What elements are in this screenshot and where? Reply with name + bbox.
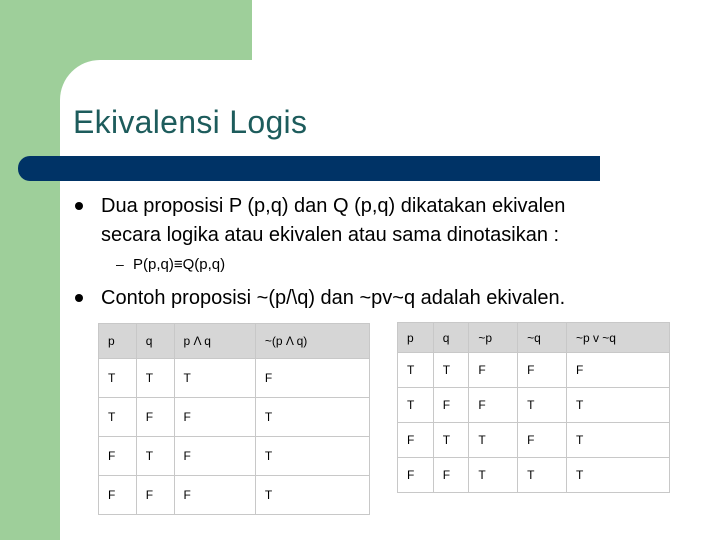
table-header-cell: p — [398, 323, 434, 353]
bullet-2-line-1: Contoh proposisi ~(p/\q) dan ~pv~q adalah ekivalen. — [101, 287, 566, 309]
table-cell: T — [255, 437, 369, 476]
table-header-cell: p — [99, 324, 137, 359]
truth-table-left — [98, 323, 370, 515]
table-row — [99, 398, 370, 437]
truth-table-right — [397, 322, 670, 493]
table-header-row — [99, 324, 370, 359]
table-cell: T — [433, 353, 469, 388]
slide-title: Ekivalensi Logis — [73, 104, 308, 140]
bullet-dot-1 — [75, 202, 83, 210]
table-cell: T — [398, 388, 434, 423]
table-cell: F — [174, 398, 255, 437]
table-cell: F — [99, 437, 137, 476]
table-cell: T — [136, 437, 174, 476]
table-row — [398, 423, 670, 458]
table-header-cell: ~p — [469, 323, 518, 353]
table-cell: F — [433, 388, 469, 423]
table-header-cell: ~p v ~q — [566, 323, 669, 353]
table-cell: F — [174, 437, 255, 476]
table-row — [99, 359, 370, 398]
table-cell: T — [566, 423, 669, 458]
table-header-cell: ~(p Λ q) — [255, 324, 369, 359]
sub-bullet-notation: P(p,q)≡Q(p,q) — [133, 256, 226, 273]
bullet-1-line-1: Dua proposisi P (p,q) dan Q (p,q) dikatakan ekivalen — [101, 195, 566, 217]
table-row — [398, 353, 670, 388]
table-row — [398, 458, 670, 493]
bullet-1-line-2: secara logika atau ekivalen atau sama dinotasikan : — [101, 224, 560, 246]
table-cell: F — [433, 458, 469, 493]
table-cell: F — [518, 353, 567, 388]
table-cell: T — [518, 458, 567, 493]
table-cell: F — [398, 458, 434, 493]
table-header-cell: q — [136, 324, 174, 359]
title-rule — [18, 156, 600, 181]
table-cell: T — [398, 353, 434, 388]
table-row — [99, 437, 370, 476]
table-row — [398, 388, 670, 423]
table-cell: F — [566, 353, 669, 388]
decorative-green-strip — [0, 0, 60, 540]
table-cell: F — [469, 353, 518, 388]
table-cell: F — [174, 476, 255, 515]
sub-bullet-dash: – — [116, 256, 124, 272]
table-cell: T — [518, 388, 567, 423]
table-cell: T — [255, 476, 369, 515]
table-header-cell: ~q — [518, 323, 567, 353]
table-cell: F — [518, 423, 567, 458]
table-cell: T — [433, 423, 469, 458]
table-cell: F — [398, 423, 434, 458]
table-cell: F — [469, 388, 518, 423]
table-cell: F — [136, 398, 174, 437]
table-cell: T — [99, 398, 137, 437]
table-cell: T — [469, 458, 518, 493]
table-cell: T — [469, 423, 518, 458]
table-cell: T — [566, 458, 669, 493]
table-header-cell: q — [433, 323, 469, 353]
table-header-row — [398, 323, 670, 353]
table-header-cell: p Λ q — [174, 324, 255, 359]
table-cell: T — [99, 359, 137, 398]
table-cell: T — [255, 398, 369, 437]
bullet-dot-2 — [75, 294, 83, 302]
table-cell: T — [566, 388, 669, 423]
table-row — [99, 476, 370, 515]
table-cell: F — [99, 476, 137, 515]
table-cell: F — [136, 476, 174, 515]
table-cell: T — [136, 359, 174, 398]
table-cell: F — [255, 359, 369, 398]
table-cell: T — [174, 359, 255, 398]
